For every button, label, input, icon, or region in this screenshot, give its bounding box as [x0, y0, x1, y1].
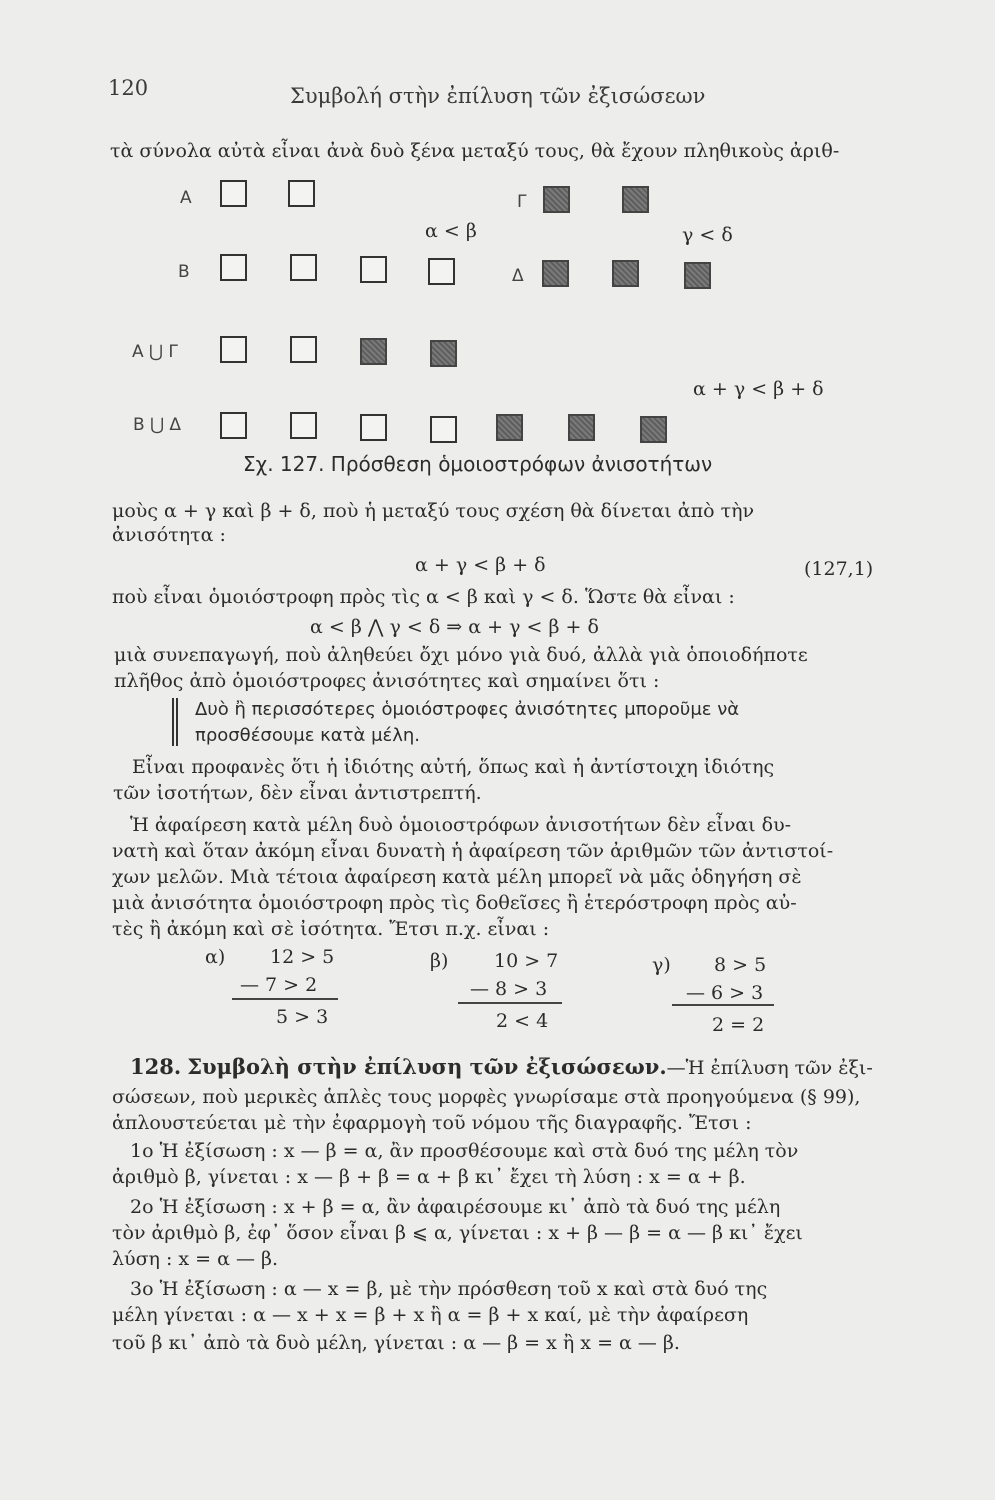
square-a2: [288, 180, 315, 207]
square-bd2: [290, 412, 317, 439]
paragraph-4-line-2: τῶν ἰσοτήτων, δὲν εἶναι ἀντιστρεπτή.: [113, 782, 482, 804]
set-label-a-union-g: Α ⋃ Γ: [132, 342, 178, 362]
theorem-line-2: προσθέσουμε κατὰ μέλη.: [195, 725, 421, 746]
paragraph-5-line-4: μιὰ ἀνισότητα ὁμοιόστροφη πρὸς τὶς δοθεῖσες ἢ ἑτερόστροφη πρὸς αὐ-: [112, 892, 797, 914]
set-label-g: Γ: [517, 192, 527, 212]
paragraph-5-line-1: Ἡ ἀφαίρεση κατὰ μέλη δυὸ ὁμοιοστρόφων ἀνισοτήτων δὲν εἶναι δυ-: [130, 814, 792, 836]
square-ag1: [220, 336, 247, 363]
square-bd3: [360, 414, 387, 441]
example-rule: [458, 1002, 562, 1004]
square-ag2: [290, 336, 317, 363]
example-minuend: 12 > 5: [270, 946, 335, 968]
relation-a-b: α < β: [425, 220, 477, 242]
paragraph-2: ποὺ εἶναι ὁμοιόστροφη πρὸς τὶς α < β καὶ γ < δ. Ὥστε θὰ εἶναι :: [112, 586, 735, 608]
paragraph-1-line-1: μοὺς α + γ καὶ β + δ, ποὺ ἡ μεταξύ τους σχέση θὰ δίνεται ἀπὸ τὴν: [112, 500, 755, 522]
paragraph-3-line-1: μιὰ συνεπαγωγή, ποὺ ἀληθεύει ὄχι μόνο γιὰ δυό, ἀλλὰ γιὰ ὁποιοδήποτε: [114, 644, 808, 666]
example-subtrahend: — 8 > 3: [470, 978, 548, 1000]
square-bd7: [640, 416, 667, 443]
set-label-b-union-d: Β ⋃ Δ: [133, 415, 182, 435]
square-bd1: [220, 412, 247, 439]
example-result: 5 > 3: [276, 1006, 329, 1028]
case-1-line-2: ἀριθμὸ β, γίνεται : x — β + β = α + β κι᾽ ἔχει τὴ λύση : x = α + β.: [112, 1166, 746, 1188]
paragraph-5-line-2: νατὴ καὶ ὅταν ἀκόμη εἶναι δυνατὴ ἡ ἀφαίρεση τῶν ἀριθμῶν τῶν ἀντιστοί-: [112, 840, 834, 862]
theorem-line-1: Δυὸ ἢ περισσότερες ὁμοιόστροφες ἀνισότητες μποροῦμε νὰ: [195, 699, 740, 720]
equation-number: (127,1): [804, 558, 874, 580]
running-title: Συμβολή στὴν ἐπίλυση τῶν ἐξισώσεων: [290, 84, 706, 108]
square-ag4: [430, 340, 457, 367]
example-label: β): [430, 950, 449, 972]
intro-line: τὰ σύνολα αὐτὰ εἶναι ἀνὰ δυὸ ξένα μεταξύ τους, θὰ ἔχουν πληθικοὺς ἀριθ-: [110, 140, 840, 162]
case-3-line-3: τοῦ β κι᾽ ἀπὸ τὰ δυὸ μέλη, γίνεται : α — β = x ἢ x = α — β.: [112, 1332, 680, 1354]
square-g2: [622, 186, 649, 213]
example-label: α): [205, 946, 226, 968]
example-minuend: 10 > 7: [494, 950, 559, 972]
square-ag3: [360, 338, 387, 365]
square-g1: [543, 186, 570, 213]
section-intro-rest: —Ἡ ἐπίλυση τῶν ἐξι-: [666, 1057, 873, 1079]
section-title: Συμβολὴ στὴν ἐπίλυση τῶν ἐξισώσεων.: [187, 1054, 667, 1079]
relation-g-d: γ < δ: [682, 224, 733, 246]
set-label-b: Β: [178, 262, 190, 282]
square-b2: [290, 254, 317, 281]
case-1-line-1: 1ο Ἡ ἐξίσωση : x — β = α, ἂν προσθέσουμε καὶ στὰ δυό της μέλη τὸν: [130, 1140, 799, 1162]
case-3-line-2: μέλη γίνεται : α — x + x = β + x ἢ α = β + x καί, μὲ τὴν ἀφαίρεση: [112, 1304, 749, 1326]
example-subtrahend: — 6 > 3: [686, 982, 764, 1004]
paragraph-4-line-1: Εἶναι προφανὲς ὅτι ἡ ἰδιότης αὐτή, ὅπως καὶ ἡ ἀντίστοιχη ἰδιότης: [132, 756, 775, 778]
square-a1: [220, 180, 247, 207]
example-result: 2 < 4: [496, 1010, 549, 1032]
example-rule: [672, 1004, 774, 1006]
square-d3: [684, 262, 711, 289]
square-b1: [220, 254, 247, 281]
paragraph-1-line-2: ἀνισότητα :: [112, 524, 226, 546]
paragraph-3-line-2: πλῆθος ἀπὸ ὁμοιόστροφες ἀνισότητες καὶ σημαίνει ὅτι :: [114, 670, 660, 692]
paragraph-5-line-5: τὲς ἢ ἀκόμη καὶ σὲ ἰσότητα. Ἔτσι π.χ. εἶναι :: [112, 918, 550, 940]
example-label: γ): [652, 954, 671, 976]
section-128-line-3: ἁπλουστεύεται μὲ τὴν ἐφαρμογὴ τοῦ νόμου τῆς διαγραφῆς. Ἔτσι :: [112, 1112, 752, 1134]
example-rule: [232, 998, 338, 1000]
case-2-line-3: λύση : x = α — β.: [112, 1248, 279, 1270]
square-bd6: [568, 414, 595, 441]
theorem-bar-2: [176, 698, 178, 746]
case-3-line-1: 3ο Ἡ ἐξίσωση : α — x = β, μὲ τὴν πρόσθεση τοῦ x καὶ στὰ δυό της: [130, 1278, 768, 1300]
section-128-line-2: σώσεων, ποὺ μερικὲς ἁπλὲς τους μορφὲς γνωρίσαμε στὰ προηγούμενα (§ 99),: [112, 1086, 861, 1108]
example-subtrahend: — 7 > 2: [240, 974, 318, 996]
implication-equation: α < β ⋀ γ < δ ⇒ α + γ < β + δ: [310, 616, 599, 638]
example-minuend: 8 > 5: [714, 954, 767, 976]
set-label-d: Δ: [512, 266, 524, 286]
section-128-line-1: [130, 1054, 873, 1079]
equation-127-1: α + γ < β + δ: [415, 554, 546, 576]
square-bd5: [496, 414, 523, 441]
paragraph-5-line-3: χων μελῶν. Μιὰ τέτοια ἀφαίρεση κατὰ μέλη μπορεῖ νὰ μᾶς ὁδηγήση σὲ: [112, 866, 802, 888]
relation-sum: α + γ < β + δ: [693, 378, 824, 400]
section-number: 128.: [130, 1054, 182, 1079]
square-b3: [360, 256, 387, 283]
figure-caption: Σχ. 127. Πρόσθεση ὁμοιοστρόφων ἀνισοτήτων: [243, 452, 713, 476]
page-number: 120: [108, 76, 149, 100]
square-b4: [428, 258, 455, 285]
set-label-a: Α: [180, 188, 192, 208]
example-result: 2 = 2: [712, 1014, 765, 1036]
case-2-line-2: τὸν ἀριθμὸ β, ἐφ᾽ ὅσον εἶναι β ⩽ α, γίνεται : x + β — β = α — β κι᾽ ἔχει: [112, 1222, 803, 1244]
square-bd4: [430, 416, 457, 443]
square-d1: [542, 260, 569, 287]
case-2-line-1: 2ο Ἡ ἐξίσωση : x + β = α, ἂν ἀφαιρέσουμε κι᾽ ἀπὸ τὰ δυό της μέλη: [130, 1196, 781, 1218]
theorem-bar: [172, 698, 174, 746]
square-d2: [612, 260, 639, 287]
